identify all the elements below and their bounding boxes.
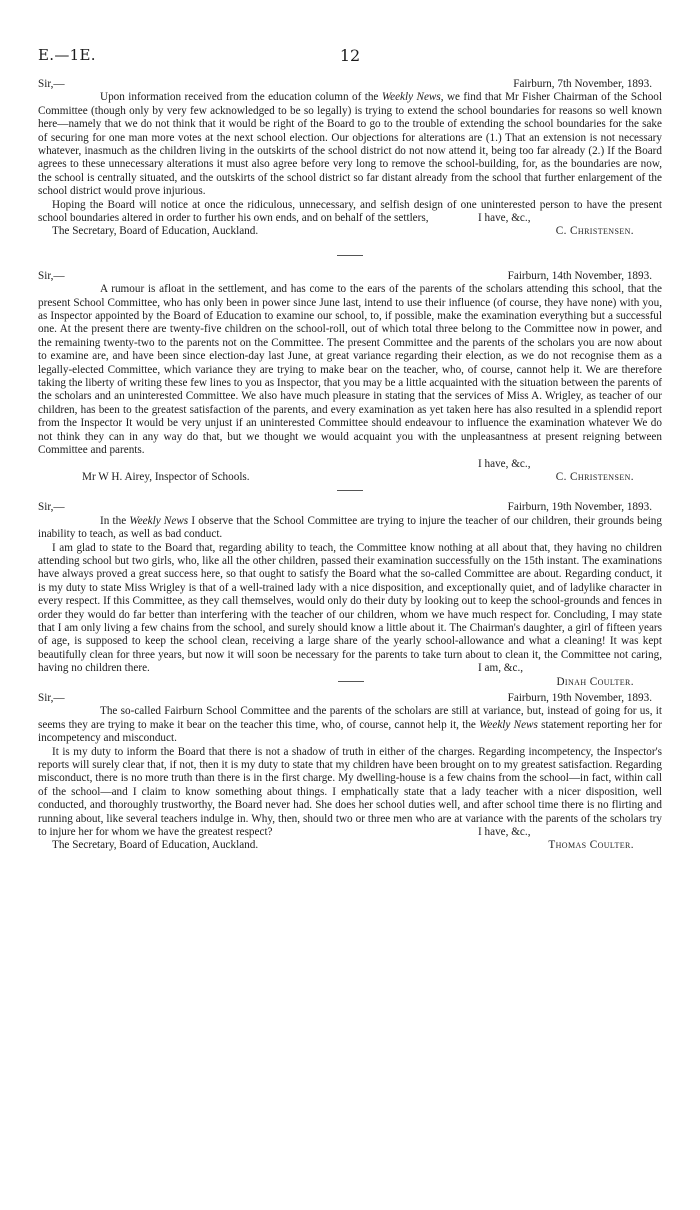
addressee: The Secretary, Board of Education, Auckland. (52, 839, 259, 852)
dateline: Fairburn, 19th November, 1893. (507, 501, 652, 514)
letter-2 (38, 270, 662, 484)
dateline: Fairburn, 14th November, 1893. (507, 269, 652, 282)
closing: I have, &c., (478, 212, 531, 225)
signature: Thomas Coulter. (548, 839, 634, 852)
signature: Dinah Coulter. (556, 675, 634, 688)
dateline: Fairburn, 7th November, 1893. (513, 78, 652, 90)
newspaper-title: Weekly News (479, 718, 538, 731)
addressee: Mr W H. Airey, Inspector of Schools. (82, 470, 250, 483)
salutation: Sir,— (38, 501, 65, 514)
paragraph: In the Weekly News I observe that the School Committee are trying to injure the teacher of our children, their grounds being inability to teach, as well as bad conduct. (38, 514, 662, 541)
addressee: The Secretary, Board of Education, Auckland. (52, 225, 259, 238)
closing: I have, &c., (478, 826, 531, 839)
closing: I have, &c., (478, 457, 531, 470)
paragraph: Upon information received from the education column of the Weekly News, we find that Mr Fisher Chairman of the School Committee (though only by very few acknowledged to be so legally) is trying to extend the school boundaries for reasons so well known here—namely that we do not think that it would be right of the Board to go to the trouble of extending the school boundaries for the sake of securing for one man more votes at the next school election. Our objections for alterations are (1.) That an extension is not necessary whatever, inasmuch as the children living in the outskirts of the school district do not now attend it, being too far already (2.) If the Board agrees to these unnecessary alterations it must also agree before very long to remove the school-building, for, as the boundaries are now, the school is centrally situated, and the outskirts of the school district so far distant already from the school that further enlargement of the school district would prove injurious. (38, 91, 663, 198)
newspaper-title: Weekly News (129, 514, 189, 527)
letter-1 (38, 78, 662, 239)
page-header (38, 46, 662, 70)
newspaper-title: Weekly News (381, 91, 441, 104)
signature: C. Christensen. (555, 470, 634, 483)
paragraph: Hoping the Board will notice at once the ridiculous, unnecessary, and selfish design of one uninterested person to have the present school boundaries altered in order to further his own ends, and on behalf of the settlers, (38, 198, 662, 225)
letter-4 (38, 692, 662, 853)
letter-3 (38, 501, 662, 689)
signature: C. Christensen. (555, 225, 634, 238)
closing: I am, &c., (478, 662, 524, 675)
salutation: Sir,— (38, 269, 65, 282)
paragraph: A rumour is afloat in the settlement, and has come to the ears of the parents of the scholars attending this school, that the present School Committee, who has only been in power since June last, intend to use their influence (of course, they have none) with you, as Inspector appointed by the Board of Education to examine our school, to, if possible, make the examination everything but a successful one. At the present there are twenty-five children on the school-roll, out of which total three belong to the Committee now in power, and the remaining twenty-two to the parents not on the Committee. The present Committee and the parents of the scholars you are now about to examine are, and have been since election-day last June, at great variance regarding their election, as we do not recognise them as a legally-elected Committee, which variance they are trying to make bear on the teacher, who, of course, cannot help it. We are therefore taking the liberty of writing these few lines to you as Inspector, that you may be a little acquainted with the situation between the parents of the scholars and an uninterested Committee. We also have much pleasure in stating that the services of Miss A. Wrigley, as teacher of our children, has been to the greatest satisfaction of the parents, and every examination as yet taken here has also resulted in a splendid report from the Inspector It would be very unjust if an uninterested Committee should endeavour to influence the examination whatever We do not think they can in any way do that, but we thought we would acquaint you with the unpleasantness at present reigning between Committee and parents. (38, 283, 663, 457)
paragraph: It is my duty to inform the Board that there is not a shadow of truth in either of the charges. Regarding incompetency, the Inspector's reports will surely clear that, if not, then it is my duty to state that my children have been brought on to my greatest satisfaction. Regarding misconduct, there is no more truth than there is in the first charge. My dwelling-house is a few chains from the school—in fact, within call of the school—and I claim to know something about things. I emphatically state that a lady teacher with a nicer disposition, well conducted, and thoroughly trustworthy, the Board never had. She does her school duties well, and after school time there is no flirting and running about, like several teachers indulge in. Why, then, should two or three men who are at variance with the parents of the scholars try to injure her for whom we have the greatest respect? (38, 745, 662, 838)
paragraph: The so-called Fairburn School Committee and the parents of the scholars are still at variance, but, instead of going for us, it seems they are trying to make it bear on the teacher this time, who, of course, cannot help it, the Weekly News statement reporting her for incompetency and misconduct. (38, 705, 662, 745)
salutation: Sir,— (38, 78, 65, 90)
document-body (38, 78, 662, 853)
dateline: Fairburn, 19th November, 1893. (507, 691, 652, 704)
document-reference: E.—1E. (38, 46, 96, 64)
separator-rule (337, 490, 363, 491)
paragraph: I am glad to state to the Board that, regarding ability to teach, the Committee know nothing at all about that, they having no children attending school but two girls, who, like all the other children, passed their examination successfully on the 15th instant. The examinations have always proved a great success here, so that ought to satisfy the Board what the so-called Committee are about. Regarding conduct, it is my duty to state Miss Wrigley is that of a well-trained lady with a nice disposition, and exceptionally quiet, and of ladylike character in every respect. If this Committee, as they call themselves, would only do their duty by looking out to keep the school-grounds and fences in order they would do far better than interfering with the teacher of our children, whom we have much respect for. Concluding, I may state that I am only living a few chains from the school, and surely should know a little about it. The Chairman's daughter, a girl of fifteen years of age, is supposed to keep the school clean, receiving a large share of the yearly school-allowance and what a cleaning! It was kept beautifully clean for three years, but now it will soon be necessary for the parents to take turn about to clean it, the Committee not caring, having no children there. (38, 541, 662, 675)
salutation: Sir,— (38, 691, 65, 704)
page-number: 12 (339, 46, 361, 65)
separator-rule (337, 255, 363, 256)
